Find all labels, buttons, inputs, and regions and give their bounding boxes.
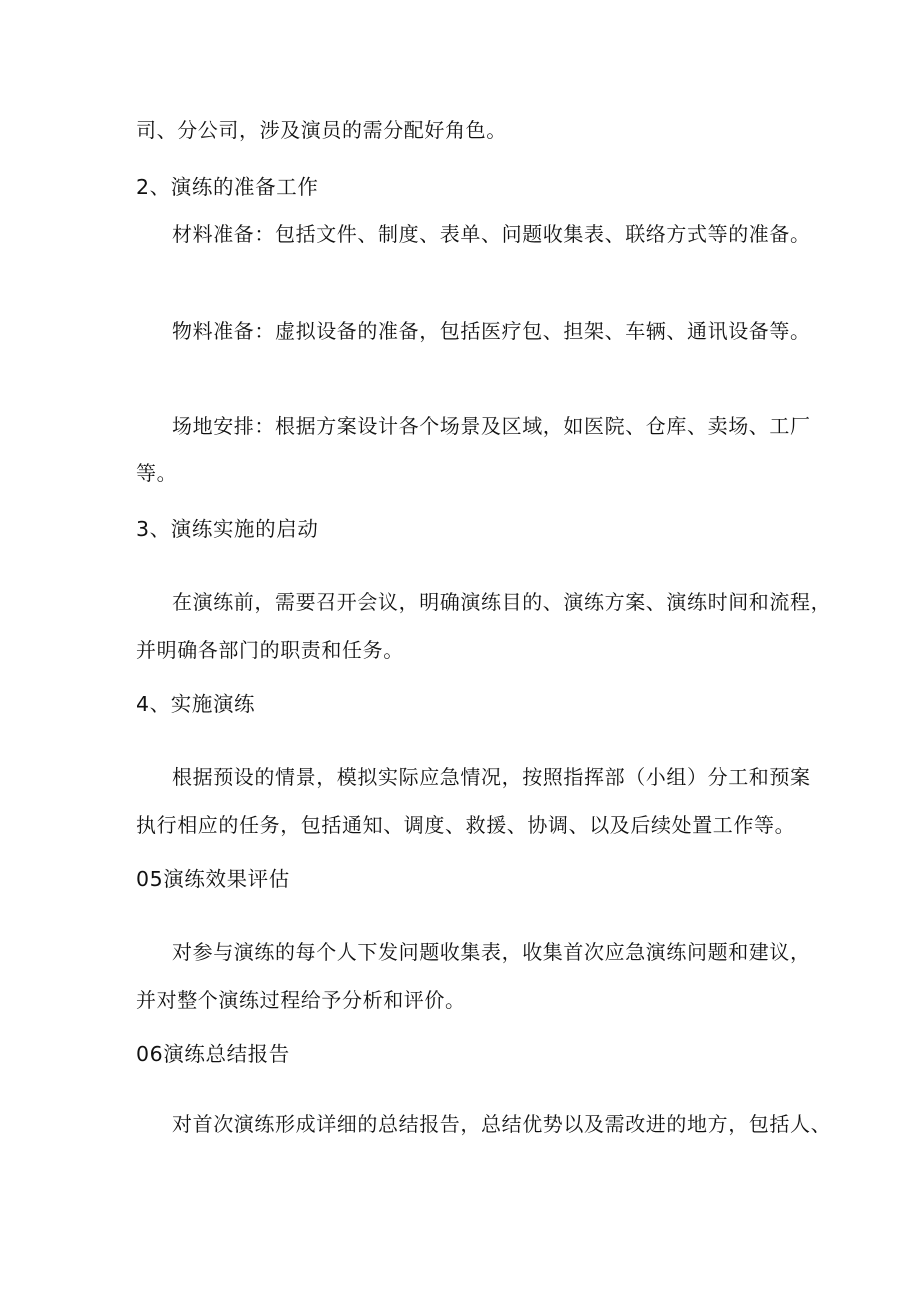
paragraph-venue-line2: 等。: [136, 461, 178, 485]
section-heading-preparation: 2、演练的准备工作: [136, 175, 319, 199]
paragraph-supplies: 物料准备：虚拟设备的准备，包括医疗包、担架、车辆、通讯设备等。: [172, 319, 811, 343]
section-heading-summary: 06演练总结报告: [136, 1042, 290, 1066]
section-heading-execution: 4、实施演练: [136, 692, 256, 716]
paragraph-launch-line2: 并明确各部门的职责和任务。: [136, 638, 404, 662]
section-heading-evaluation: 05演练效果评估: [136, 867, 290, 891]
paragraph-venue-line1: 场地安排：根据方案设计各个场景及区域，如医院、仓库、卖场、工厂: [172, 414, 811, 438]
paragraph-summary-line1: 对首次演练形成详细的总结报告，总结优势以及需改进的地方，包括人、: [172, 1112, 832, 1136]
paragraph-execution-line1: 根据预设的情景，模拟实际应急情况，按照指挥部（小组）分工和预案: [172, 765, 811, 789]
paragraph-evaluation-line2: 并对整个演练过程给予分析和评价。: [136, 988, 466, 1012]
paragraph-execution-line2: 执行相应的任务，包括通知、调度、救援、协调、以及后续处置工作等。: [136, 813, 796, 837]
paragraph-launch-line1: 在演练前，需要召开会议，明确演练目的、演练方案、演练时间和流程，: [172, 590, 832, 614]
paragraph-continuation-line: 司、分公司，涉及演员的需分配好角色。: [136, 118, 507, 142]
paragraph-evaluation-line1: 对参与演练的每个人下发问题收集表，收集首次应急演练问题和建议，: [172, 940, 811, 964]
section-heading-launch: 3、演练实施的启动: [136, 517, 319, 541]
paragraph-materials: 材料准备：包括文件、制度、表单、问题收集表、联络方式等的准备。: [172, 222, 811, 246]
